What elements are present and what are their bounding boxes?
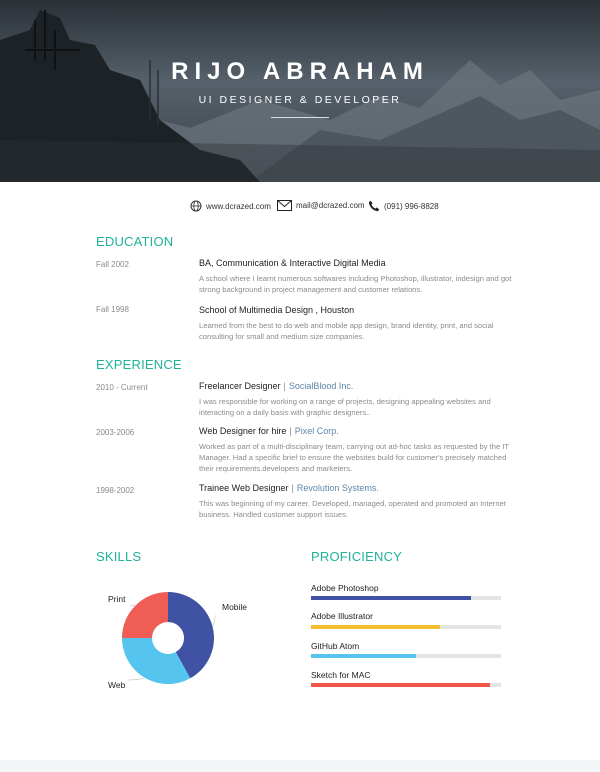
experience-date: 2010 - Current <box>96 383 148 392</box>
proficiency-bar-fill <box>311 654 416 658</box>
job-title: Freelancer Designer <box>199 381 281 391</box>
education-title: BA, Communication & Interactive Digital Media <box>199 258 386 268</box>
company-name: Pixel Corp. <box>294 426 339 436</box>
job-title: Trainee Web Designer <box>199 483 289 493</box>
separator: | <box>283 381 286 391</box>
company-name: Revolution Systems. <box>296 483 379 493</box>
donut-leader-line <box>214 616 216 626</box>
separator: | <box>291 483 294 493</box>
title-divider <box>271 117 329 118</box>
education-date: Fall 2002 <box>96 260 129 269</box>
resume-name: RIJO ABRAHAM <box>171 58 429 85</box>
education-description: Learned from the best to do web and mobile app design, brand identity, print, and social consulting for small and medium size companies. <box>199 321 494 342</box>
contact-phone[interactable] <box>368 200 439 212</box>
experience-title-line <box>199 426 339 436</box>
experience-date: 1998-2002 <box>96 486 135 495</box>
email-text: mail@dcrazed.com <box>296 201 365 210</box>
experience-description: I was responsible for working on a range of projects, designing appealing websites and interacting on a daily basis with graphic designers.. <box>199 397 491 418</box>
proficiency-label: Adobe Photoshop <box>311 583 379 593</box>
education-date: Fall 1998 <box>96 305 129 314</box>
experience-heading: EXPERIENCE <box>96 357 182 372</box>
skills-donut-chart <box>90 580 260 700</box>
phone-icon <box>368 200 380 212</box>
skills-donut-svg <box>90 580 260 700</box>
skills-heading: SKILLS <box>96 549 142 564</box>
resume-job-title: UI DESIGNER & DEVELOPER <box>198 94 402 106</box>
experience-description: Worked as part of a multi-disciplinary team, carrying out ad-hoc tasks as requested by the IT Manager. Had a specific brief to ensure the websites build for customer's precisely matched their requirements.developers and marketers. <box>199 442 509 474</box>
experience-title-line <box>199 381 353 391</box>
donut-label-print: Print <box>108 594 126 604</box>
donut-label-mobile: Mobile <box>222 602 248 612</box>
proficiency-heading: PROFICIENCY <box>311 549 403 564</box>
proficiency-bar-fill <box>311 596 471 600</box>
experience-description: This was beginning of my career. Developed, managed, operated and promoted an Internet business. Handled customer support issues. <box>199 499 506 520</box>
contact-website[interactable] <box>190 200 271 212</box>
donut-slice-web <box>122 638 190 684</box>
contact-email[interactable] <box>277 200 365 211</box>
proficiency-bar <box>311 654 501 658</box>
mountain-landscape-image <box>0 0 600 182</box>
experience-date: 2003-2006 <box>96 428 135 437</box>
proficiency-label: Sketch for MAC <box>311 670 371 680</box>
donut-leader-line <box>128 678 144 680</box>
proficiency-bar <box>311 596 501 600</box>
donut-leader-line <box>130 605 135 606</box>
proficiency-label: Adobe Illustrator <box>311 611 373 621</box>
globe-icon <box>190 200 202 212</box>
education-heading: EDUCATION <box>96 234 174 249</box>
education-description: A school where I learnt numerous softwares including Photoshop, illustrator, indesign and got strong background in project management and customer relations. <box>199 274 512 295</box>
proficiency-bar <box>311 683 501 687</box>
contact-bar <box>0 200 600 214</box>
donut-slice-print <box>122 592 168 638</box>
page-footer-band <box>0 760 600 772</box>
job-title: Web Designer for hire <box>199 426 287 436</box>
envelope-icon <box>277 200 292 211</box>
donut-label-web: Web <box>108 680 126 690</box>
phone-text: (091) 996-8828 <box>384 201 439 211</box>
header-banner <box>0 0 600 182</box>
proficiency-label: GitHub Atom <box>311 641 360 651</box>
experience-title-line <box>199 483 379 493</box>
company-name: SocialBlood Inc. <box>288 381 354 391</box>
proficiency-bar <box>311 625 501 629</box>
proficiency-bar-fill <box>311 625 440 629</box>
separator: | <box>289 426 292 436</box>
proficiency-bar-fill <box>311 683 490 687</box>
website-text: www.dcrazed.com <box>206 201 271 211</box>
education-title: School of Multimedia Design , Houston <box>199 305 355 315</box>
